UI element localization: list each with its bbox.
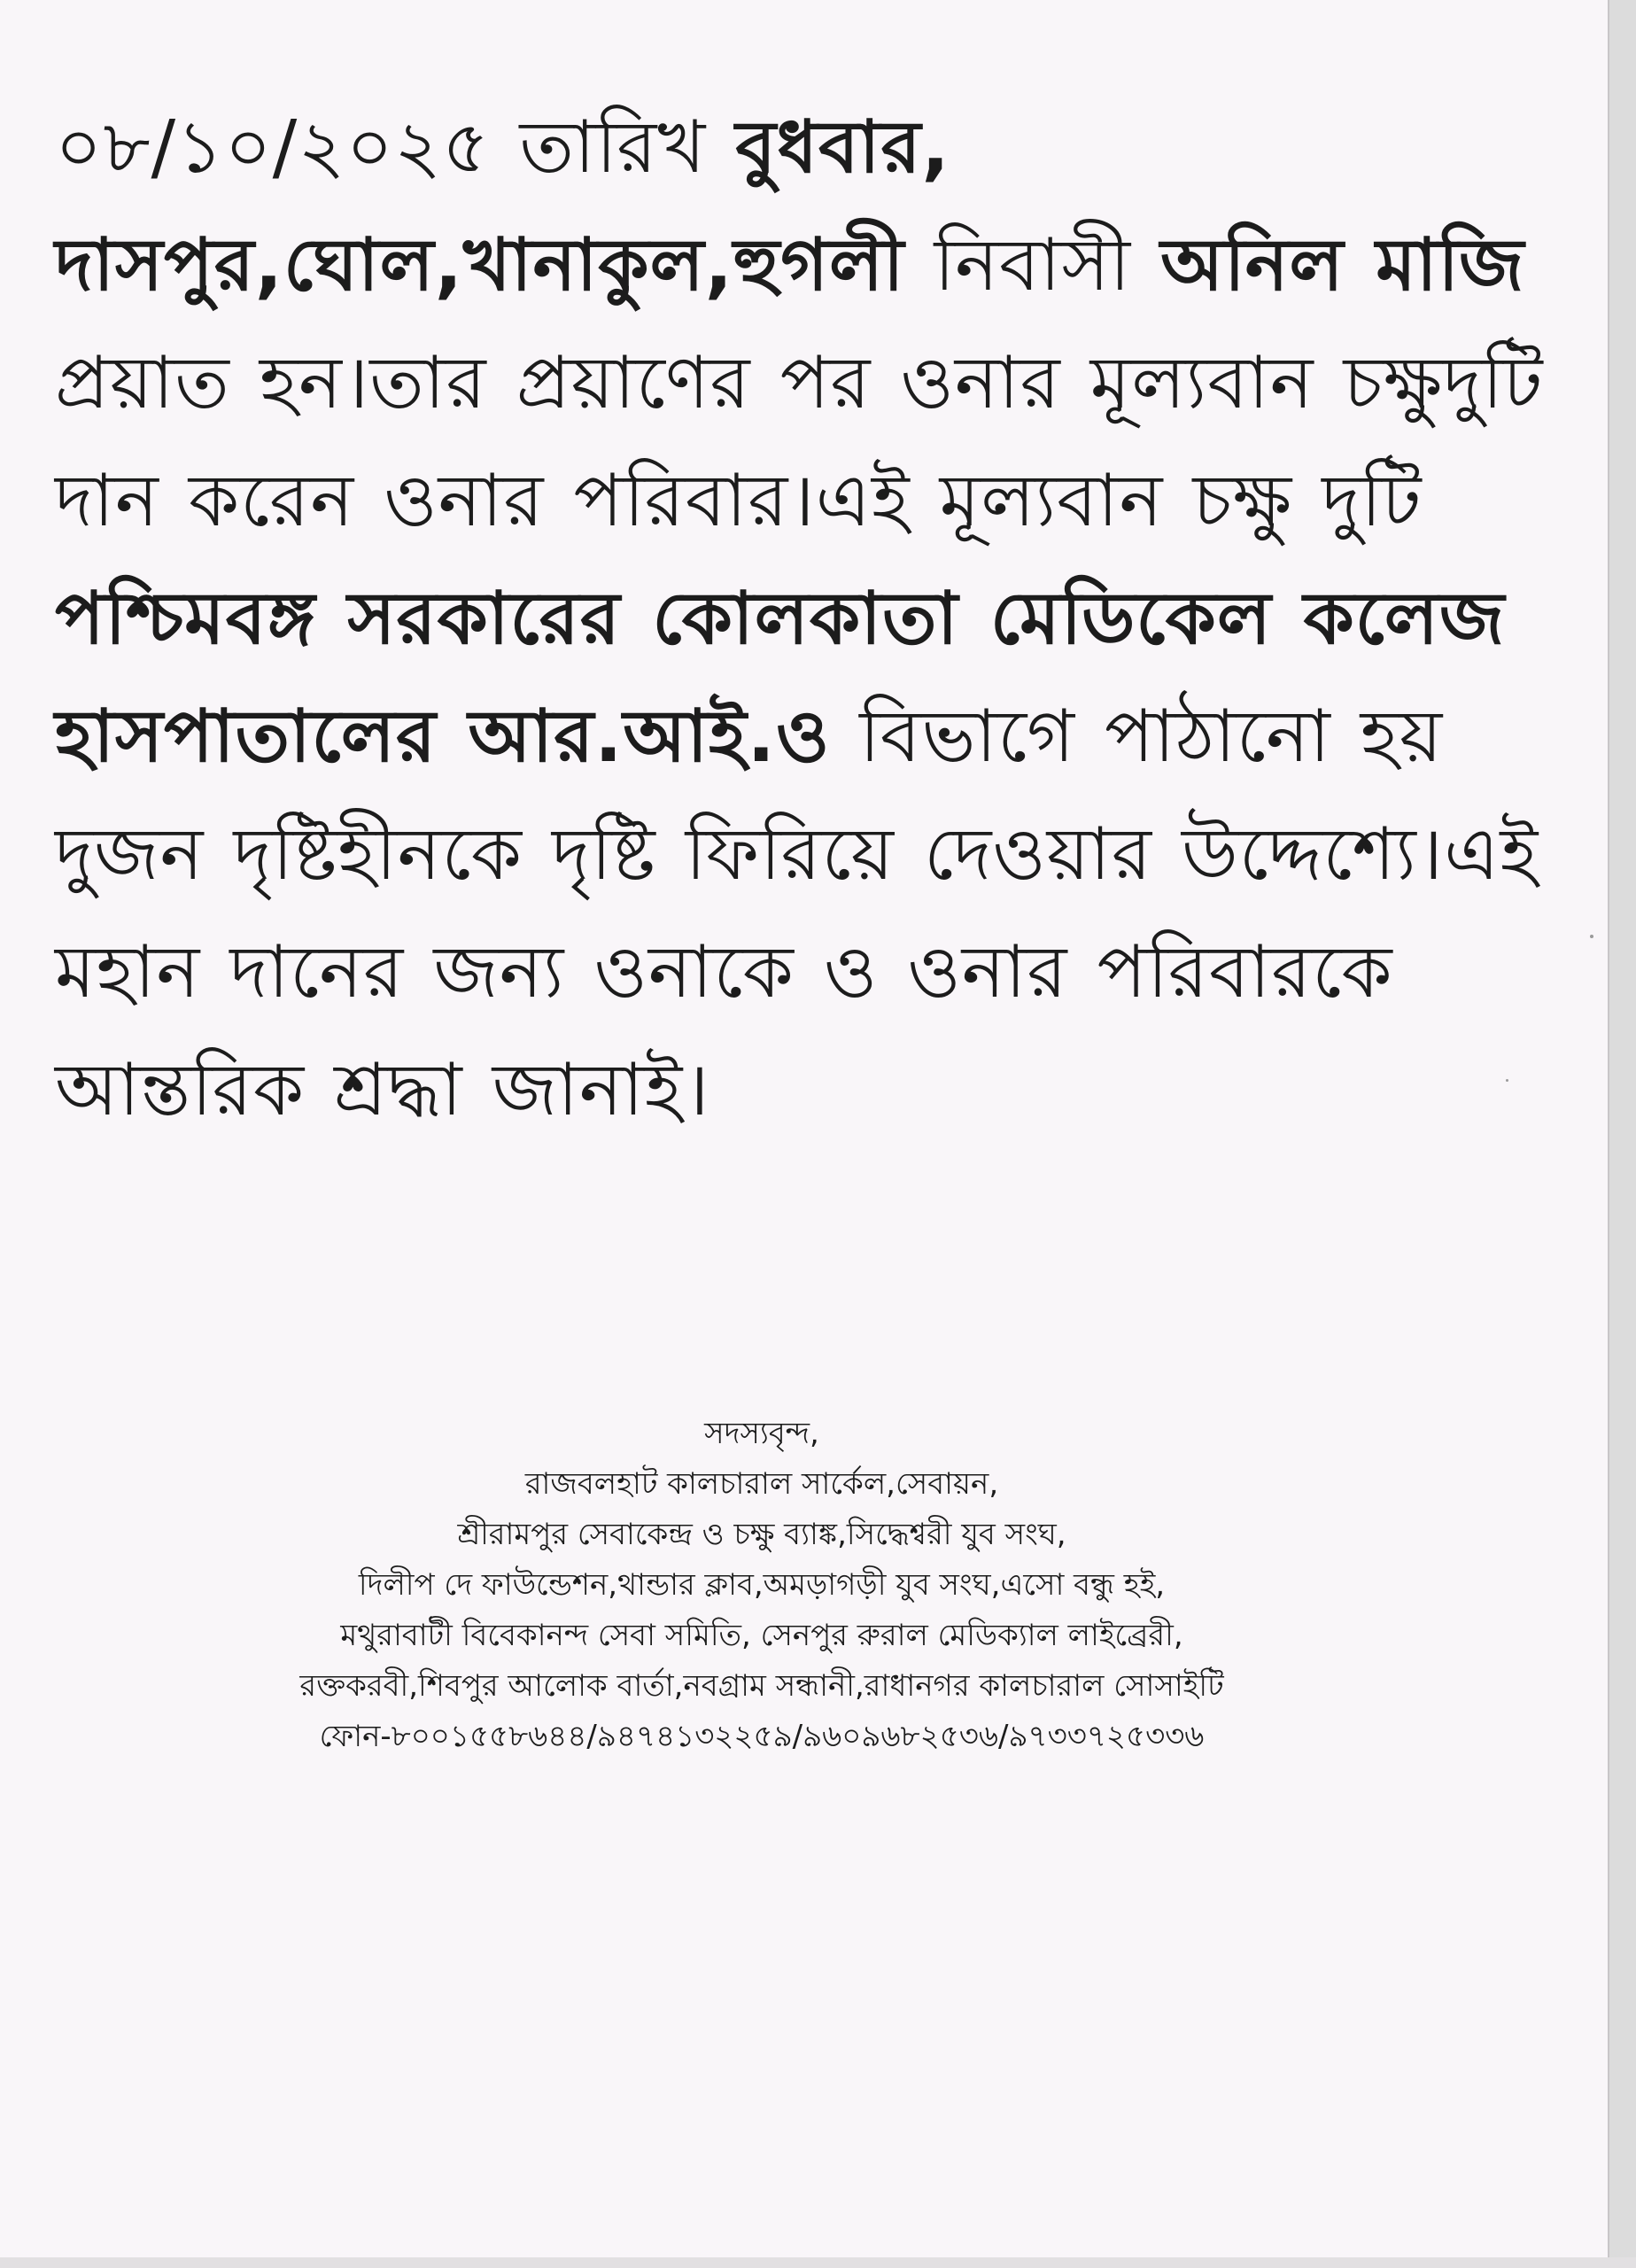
signature-line-2: শ্রীরামপুর সেবাকেন্দ্র ও চক্ষু ব্যাঙ্ক,সিদ্ধেশ্বরী যুব সংঘ,: [457, 1517, 1066, 1552]
signature-block: [142, 1409, 1382, 1762]
signature-line-5: রক্তকরবী,শিবপুর আলোক বার্তা,নবগ্রাম সন্ধানী,রাধানগর কালচারাল সোসাইটি: [299, 1668, 1224, 1704]
signature-line-3: দিলীপ দে ফাউন্ডেশন,থান্ডার ক্লাব,অমড়াগড়ী যুব সংঘ,এসো বন্ধু হই,: [358, 1567, 1166, 1603]
signature-line-4: মথুরাবাটী বিবেকানন্দ সেবা সমিতি, সেনপুর রুরাল মেডিক্যাল লাইব্রেরী,: [340, 1618, 1183, 1653]
notice-sentence-2: বিভাগে পাঠানো হয় দুজন দৃষ্টিহীনকে দৃষ্টি ফিরিয়ে দেওয়ার উদ্দেশ্যে।এই মহান দানের জন্য ওনাকে ও ওনার পরিবারকে আন্তরিক শ্রদ্ধা জানাই।: [55, 695, 1539, 1132]
notice-body: [55, 89, 1561, 1149]
notice-sentence-1: প্রয়াত হন।তার প্রয়াণের পর ওনার মূল্যবান চক্ষুদুটি দান করেন ওনার পরিবার।এই মূল্যবান চক্ষু দুটি: [55, 341, 1544, 543]
notice-date: ০৮/১০/২০২৫: [55, 105, 491, 190]
scan-edge-right: [1608, 0, 1636, 2268]
scan-speck: [1590, 935, 1593, 938]
notice-nibasi: নিবাসী: [934, 223, 1132, 307]
donor-name: অনিল মাজি: [1160, 223, 1525, 307]
notice-weekday: বুধবার,: [735, 105, 950, 190]
signature-line-1: রাজবলহাট কালচারাল সার্কেল,সেবায়ন,: [524, 1466, 999, 1502]
scan-speck: [1506, 1079, 1508, 1082]
notice-institution: পশ্চিমবঙ্গ সরকারের কোলকাতা মেডিকেল কলেজ হাসপাতালের আর.আই.ও: [55, 577, 1506, 779]
scan-edge-bottom: [0, 2257, 1636, 2268]
signature-heading: সদস্যবৃন্দ,: [704, 1416, 819, 1451]
notice-tarikh: তারিখ: [519, 105, 707, 190]
notice-address: দাসপুর,ঘোল,খানাকুল,হুগলী: [55, 223, 905, 307]
phone-numbers: ফোন-৮০০১৫৫৮৬৪৪/৯৪৭৪১৩২২৫৯/৯৬০৯৬৮২৫৩৬/৯৭৩৩৭২৫৩৩৬: [319, 1719, 1205, 1754]
